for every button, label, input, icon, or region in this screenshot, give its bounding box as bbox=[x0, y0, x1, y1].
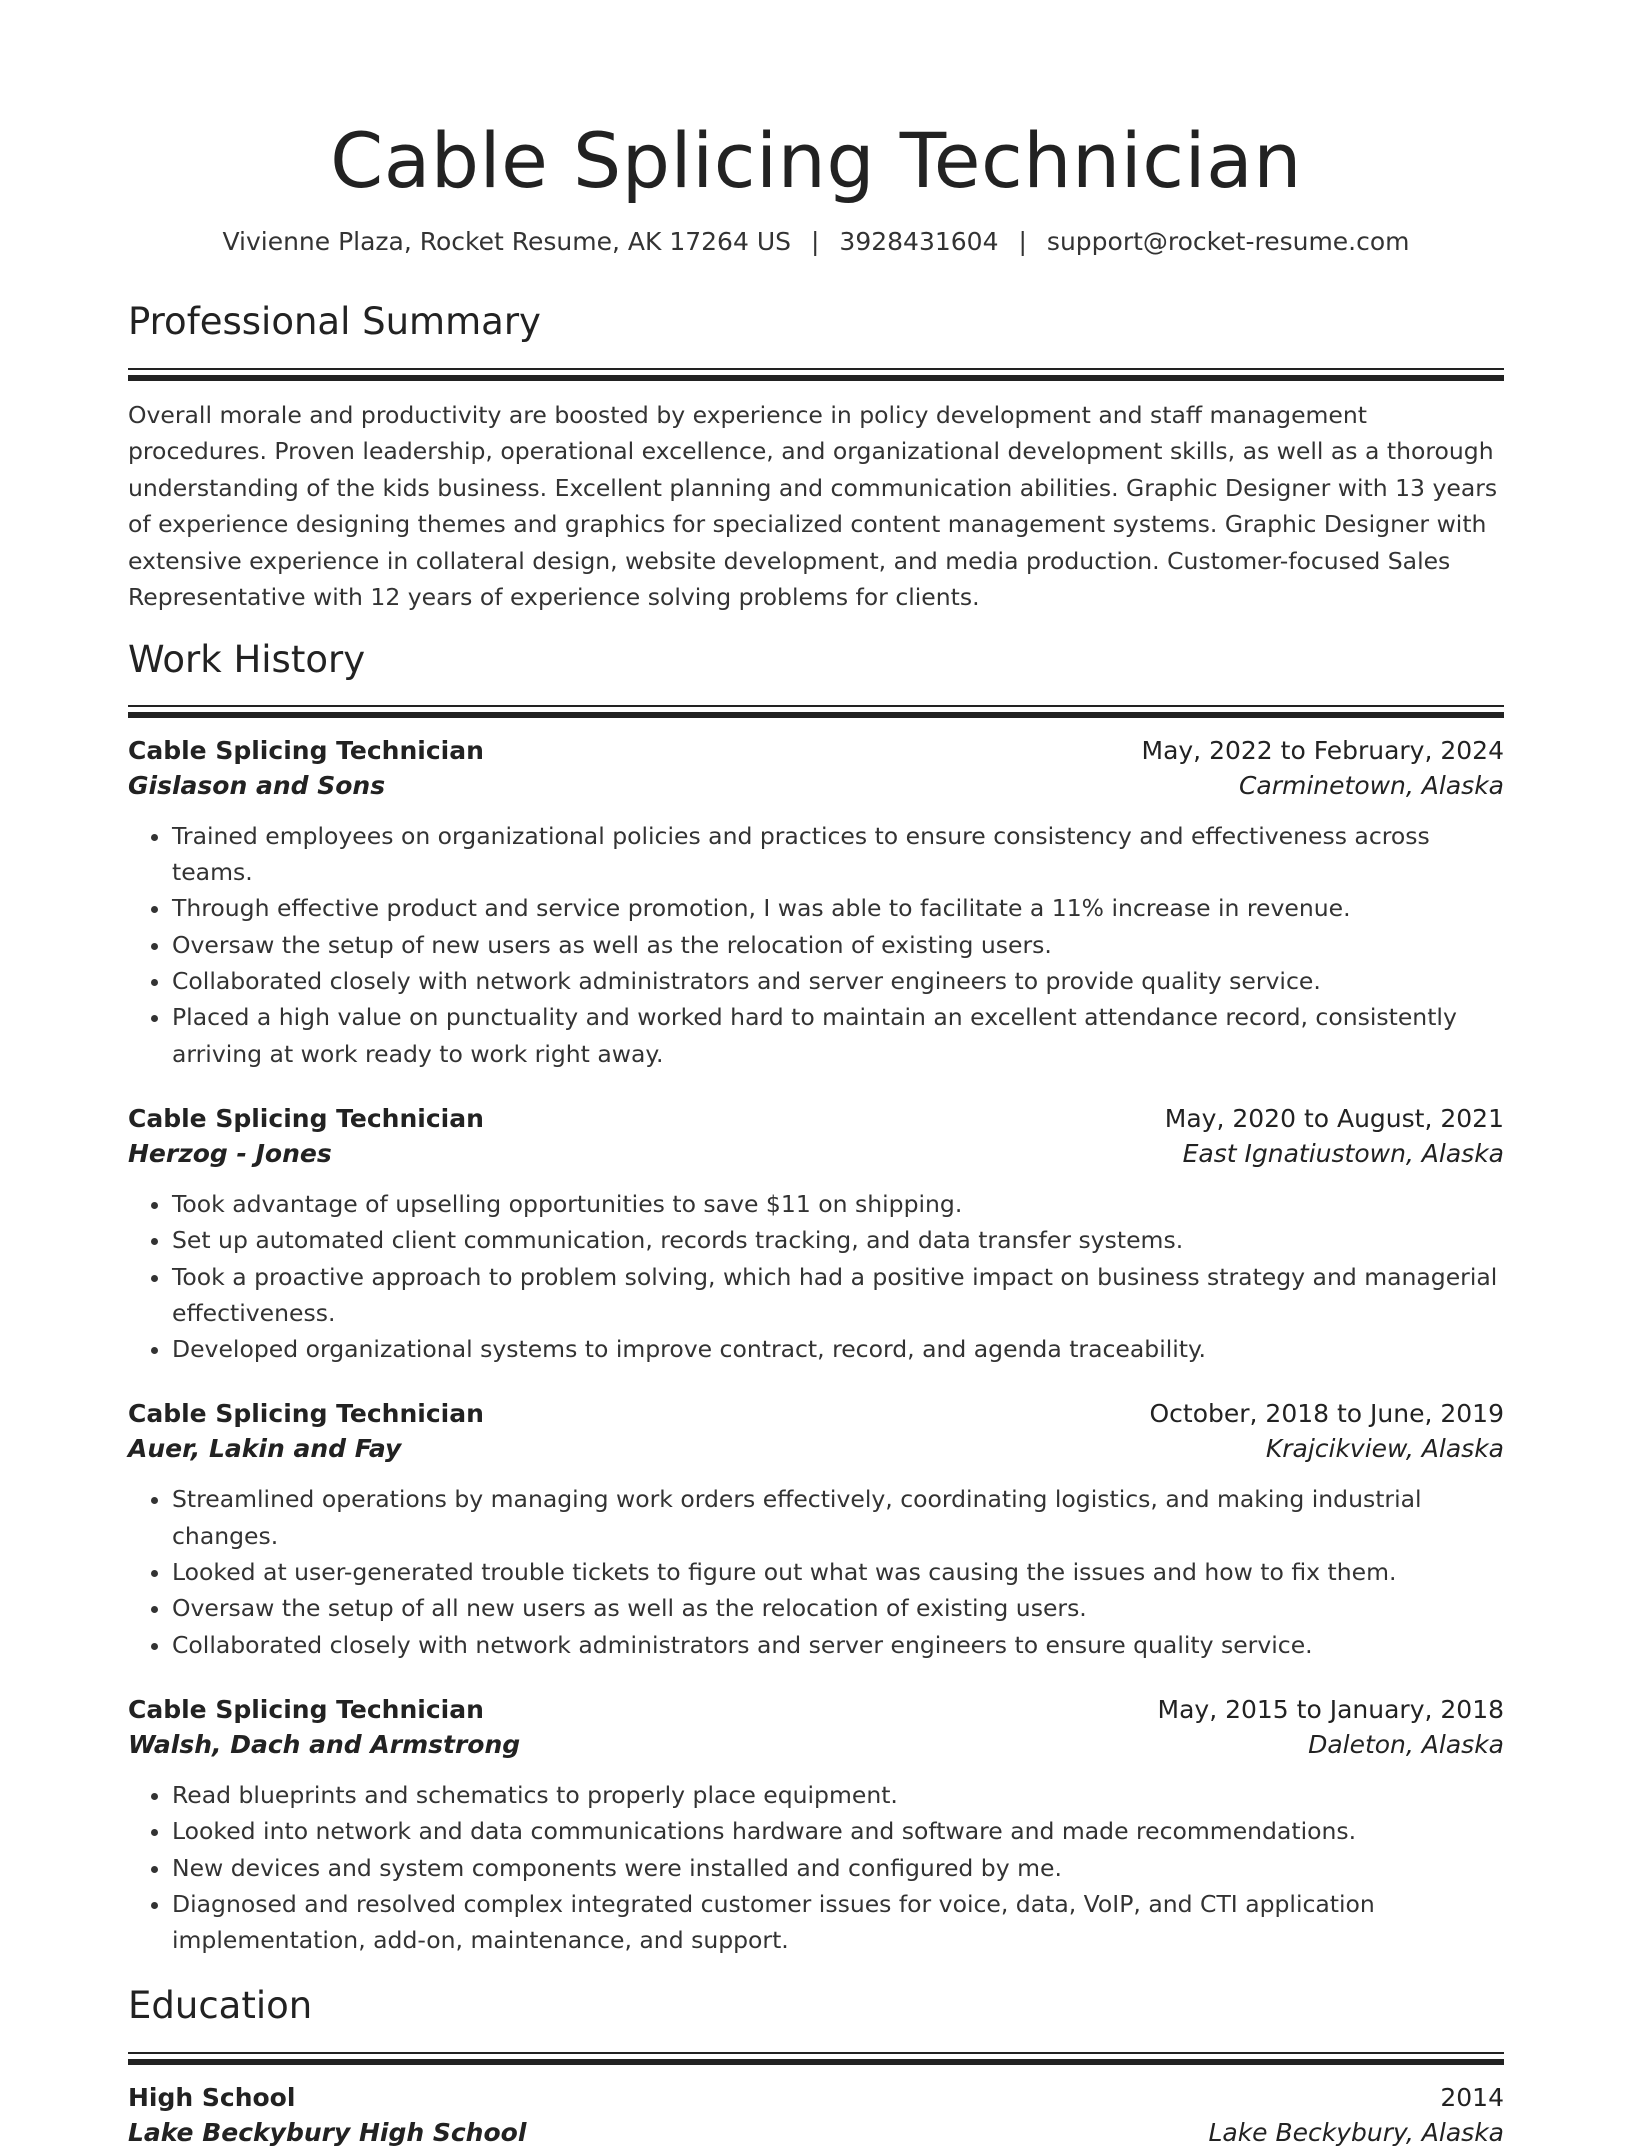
bullet-item: • Trained employees on organizational policies and practices to ensure consistency and effectiveness across teams. bbox=[172, 818, 1504, 891]
job-entry bbox=[128, 736, 1504, 1072]
section-title: Work History bbox=[128, 637, 366, 681]
section-divider-thick bbox=[128, 712, 1504, 718]
school-name: Lake Beckybury High School bbox=[128, 2117, 527, 2147]
bullet-item: • Oversaw the setup of all new users as well as the relocation of existing users. bbox=[172, 1590, 1504, 1626]
job-entry bbox=[128, 1399, 1504, 1662]
contact-address: Vivienne Plaza, Rocket Resume, AK 17264 US bbox=[222, 227, 791, 257]
bullet-item: • Placed a high value on punctuality and worked hard to maintain an excellent attendance record, consistently arriving at work ready to work right away. bbox=[172, 999, 1504, 1072]
bullet-item: • Collaborated closely with network administrators and server engineers to ensure quality service. bbox=[172, 1627, 1504, 1663]
education-section bbox=[128, 1984, 1504, 2146]
job-bullets bbox=[128, 818, 1504, 1072]
job-location: Carminetown, Alaska bbox=[1238, 770, 1504, 800]
degree: High School bbox=[128, 2082, 296, 2112]
bullet-item: • Streamlined operations by managing work orders effectively, coordinating logistics, and making industrial changes. bbox=[172, 1481, 1504, 1554]
job-entry bbox=[128, 1695, 1504, 1958]
section-title: Professional Summary bbox=[128, 300, 541, 344]
bullet-item: • New devices and system components were installed and configured by me. bbox=[172, 1850, 1504, 1886]
company-name: Herzog - Jones bbox=[128, 1138, 332, 1168]
job-bullets bbox=[128, 1186, 1504, 1367]
education-entry bbox=[128, 2083, 1504, 2147]
contact-email: support@rocket-resume.com bbox=[1046, 227, 1410, 257]
company-name: Auer, Lakin and Fay bbox=[128, 1434, 402, 1464]
section-divider bbox=[128, 705, 1504, 707]
bullet-item: • Collaborated closely with network administrators and server engineers to provide quality service. bbox=[172, 963, 1504, 999]
bullet-item: • Diagnosed and resolved complex integrated customer issues for voice, data, VoIP, and CTI application implementation, add-on, maintenance, and support. bbox=[172, 1886, 1504, 1959]
job-bullets bbox=[128, 1777, 1504, 1958]
section-title: Education bbox=[128, 1984, 313, 2028]
contact-separator: | bbox=[810, 227, 820, 257]
school-location: Lake Beckybury, Alaska bbox=[1208, 2117, 1504, 2147]
summary-text: Overall morale and productivity are boosted by experience in policy development and staff management procedures. Proven leadership, operational excellence, and organizational development skills, as well as a thorough understanding of the kids business. Excellent planning and communication abilities. Graphic Designer with 13 years of experience designing themes and graphics for specialized content management systems. Graphic Designer with extensive experience in collateral design, website development, and media production. Customer-focused Sales Representative with 12 years of experience solving problems for clients. bbox=[128, 400, 1498, 611]
job-entry bbox=[128, 1104, 1504, 1367]
job-bullets bbox=[128, 1481, 1504, 1662]
bullet-item: • Oversaw the setup of new users as well as the relocation of existing users. bbox=[172, 927, 1504, 963]
company-name: Walsh, Dach and Armstrong bbox=[128, 1729, 521, 1759]
bullet-item: • Developed organizational systems to improve contract, record, and agenda traceability. bbox=[172, 1331, 1504, 1367]
bullet-item: • Took advantage of upselling opportunities to save $11 on shipping. bbox=[172, 1186, 1504, 1222]
bullet-item: • Set up automated client communication, records tracking, and data transfer systems. bbox=[172, 1222, 1504, 1258]
job-dates: October, 2018 to June, 2019 bbox=[1149, 1399, 1504, 1429]
contact-separator: | bbox=[1018, 227, 1027, 257]
job-title: Cable Splicing Technician bbox=[128, 1399, 484, 1429]
job-title: Cable Splicing Technician bbox=[128, 1694, 484, 1724]
graduation-year: 2014 bbox=[1440, 2082, 1504, 2112]
work-history-section bbox=[128, 638, 1504, 1959]
bullet-item: • Looked at user-generated trouble tickets to figure out what was causing the issues and how to fix them. bbox=[172, 1554, 1504, 1590]
job-dates: May, 2020 to August, 2021 bbox=[1164, 1103, 1504, 1133]
bullet-item: • Through effective product and service promotion, I was able to facilitate a 11% increase in revenue. bbox=[172, 890, 1504, 926]
section-divider bbox=[128, 2052, 1504, 2054]
job-location: Daleton, Alaska bbox=[1308, 1729, 1504, 1759]
job-location: East Ignatiustown, Alaska bbox=[1182, 1138, 1504, 1168]
contact-phone: 3928431604 bbox=[839, 227, 999, 257]
bullet-item: • Read blueprints and schematics to properly place equipment. bbox=[172, 1777, 1504, 1813]
job-location: Krajcikview, Alaska bbox=[1265, 1434, 1504, 1464]
bullet-item: • Took a proactive approach to problem solving, which had a positive impact on business strategy and managerial effectiveness. bbox=[172, 1259, 1504, 1332]
section-divider-thick bbox=[128, 375, 1504, 381]
job-dates: May, 2015 to January, 2018 bbox=[1157, 1694, 1504, 1724]
job-dates: May, 2022 to February, 2024 bbox=[1141, 735, 1504, 765]
resume-title: Cable Splicing Technician bbox=[330, 116, 1302, 205]
job-title: Cable Splicing Technician bbox=[128, 735, 484, 765]
company-name: Gislason and Sons bbox=[128, 770, 386, 800]
contact-line bbox=[128, 227, 1504, 256]
job-title: Cable Splicing Technician bbox=[128, 1103, 484, 1133]
professional-summary-section bbox=[128, 300, 1504, 615]
section-divider bbox=[128, 368, 1504, 370]
section-divider-thick bbox=[128, 2059, 1504, 2065]
bullet-item: • Looked into network and data communications hardware and software and made recommendations. bbox=[172, 1813, 1504, 1849]
